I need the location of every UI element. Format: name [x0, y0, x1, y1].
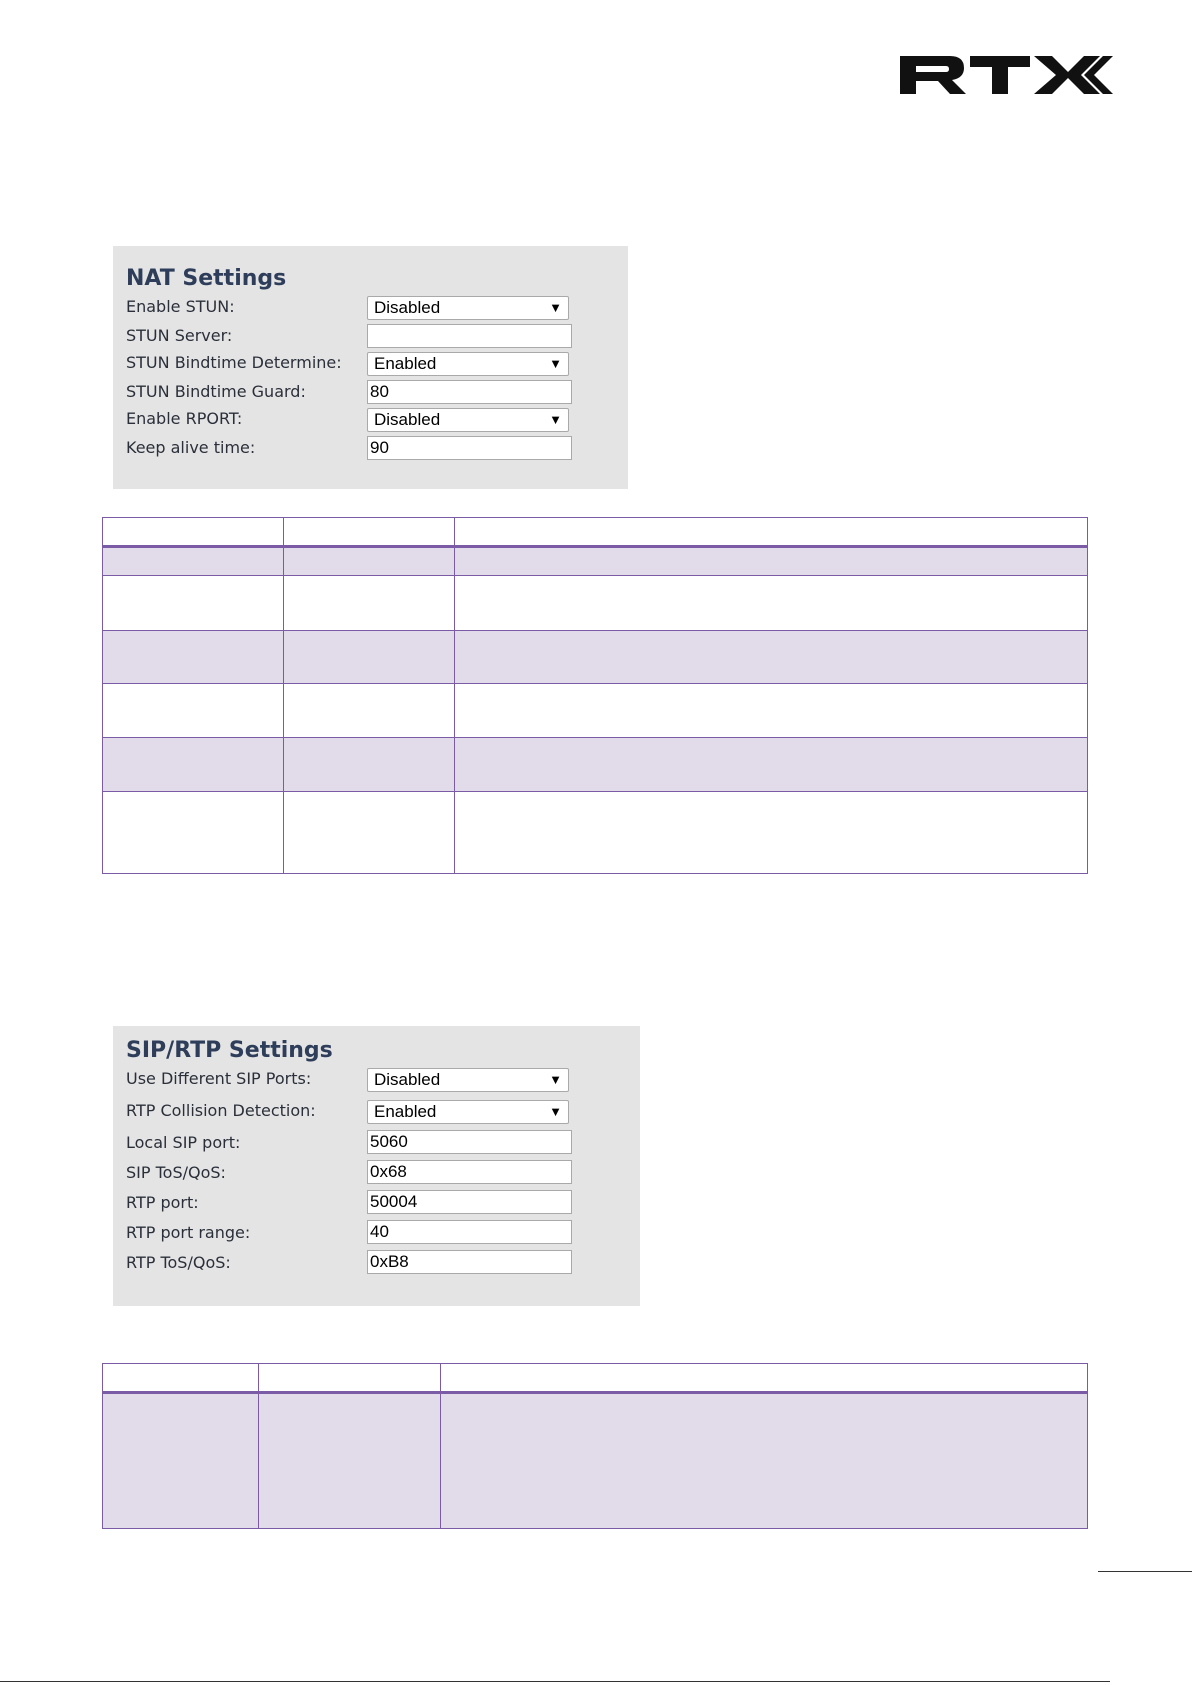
table-row [103, 547, 1088, 576]
stun-server-label: STUN Server: [126, 326, 233, 345]
page-number-rule [1098, 1571, 1192, 1572]
enable-stun-select[interactable] [367, 296, 569, 320]
table-header-row [103, 1364, 1088, 1393]
keep-alive-time-label: Keep alive time: [126, 438, 256, 457]
rtp-collision-detection-select[interactable] [367, 1100, 569, 1124]
table-row [103, 576, 1088, 631]
stun-bindtime-guard-label: STUN Bindtime Guard: [126, 382, 306, 401]
table-row [103, 1393, 1088, 1529]
table-row [103, 738, 1088, 792]
enable-stun-value: Disabled [374, 298, 441, 317]
sip-rtp-settings-title: SIP/RTP Settings [126, 1038, 333, 1063]
rtp-collision-detection-value: Enabled [374, 1102, 437, 1121]
stun-bindtime-determine-label: STUN Bindtime Determine: [126, 353, 342, 372]
rtp-collision-detection-label: RTP Collision Detection: [126, 1101, 316, 1120]
local-sip-port-input[interactable]: 5060 [367, 1130, 572, 1154]
rtp-tos-qos-label: RTP ToS/QoS: [126, 1253, 231, 1272]
enable-rport-select[interactable] [367, 408, 569, 432]
sip-tos-qos-input[interactable]: 0x68 [367, 1160, 572, 1184]
use-different-sip-ports-value: Disabled [374, 1070, 441, 1089]
triangle-down-icon: ▼ [549, 300, 562, 315]
triangle-down-icon: ▼ [549, 412, 562, 427]
triangle-down-icon: ▼ [549, 356, 562, 371]
rtp-port-range-input[interactable]: 40 [367, 1220, 572, 1244]
table-row [103, 631, 1088, 684]
sip-rtp-settings-panel [113, 1026, 640, 1306]
stun-server-input[interactable] [367, 324, 572, 348]
nat-settings-panel [113, 246, 628, 489]
table-header-row [103, 518, 1088, 547]
keep-alive-time-input[interactable]: 90 [367, 436, 572, 460]
sip-rtp-settings-table [102, 1363, 1088, 1529]
enable-stun-label: Enable STUN: [126, 297, 235, 316]
nat-settings-title: NAT Settings [126, 266, 287, 291]
enable-rport-label: Enable RPORT: [126, 409, 243, 428]
enable-rport-value: Disabled [374, 410, 441, 429]
table-row [103, 792, 1088, 874]
sip-tos-qos-label: SIP ToS/QoS: [126, 1163, 226, 1182]
rtp-port-input[interactable]: 50004 [367, 1190, 572, 1214]
use-different-sip-ports-select[interactable] [367, 1068, 569, 1092]
triangle-down-icon: ▼ [549, 1072, 562, 1087]
table-row [103, 684, 1088, 738]
stun-bindtime-determine-select[interactable] [367, 352, 569, 376]
stun-bindtime-guard-input[interactable]: 80 [367, 380, 572, 404]
footer-divider [0, 1681, 1110, 1682]
stun-bindtime-determine-value: Enabled [374, 354, 437, 373]
rtp-port-label: RTP port: [126, 1193, 199, 1212]
nat-settings-table [102, 517, 1088, 874]
triangle-down-icon: ▼ [549, 1104, 562, 1119]
rtx-logo [900, 54, 1115, 96]
rtp-tos-qos-input[interactable]: 0xB8 [367, 1250, 572, 1274]
rtp-port-range-label: RTP port range: [126, 1223, 251, 1242]
local-sip-port-label: Local SIP port: [126, 1133, 241, 1152]
use-different-sip-ports-label: Use Different SIP Ports: [126, 1069, 312, 1088]
